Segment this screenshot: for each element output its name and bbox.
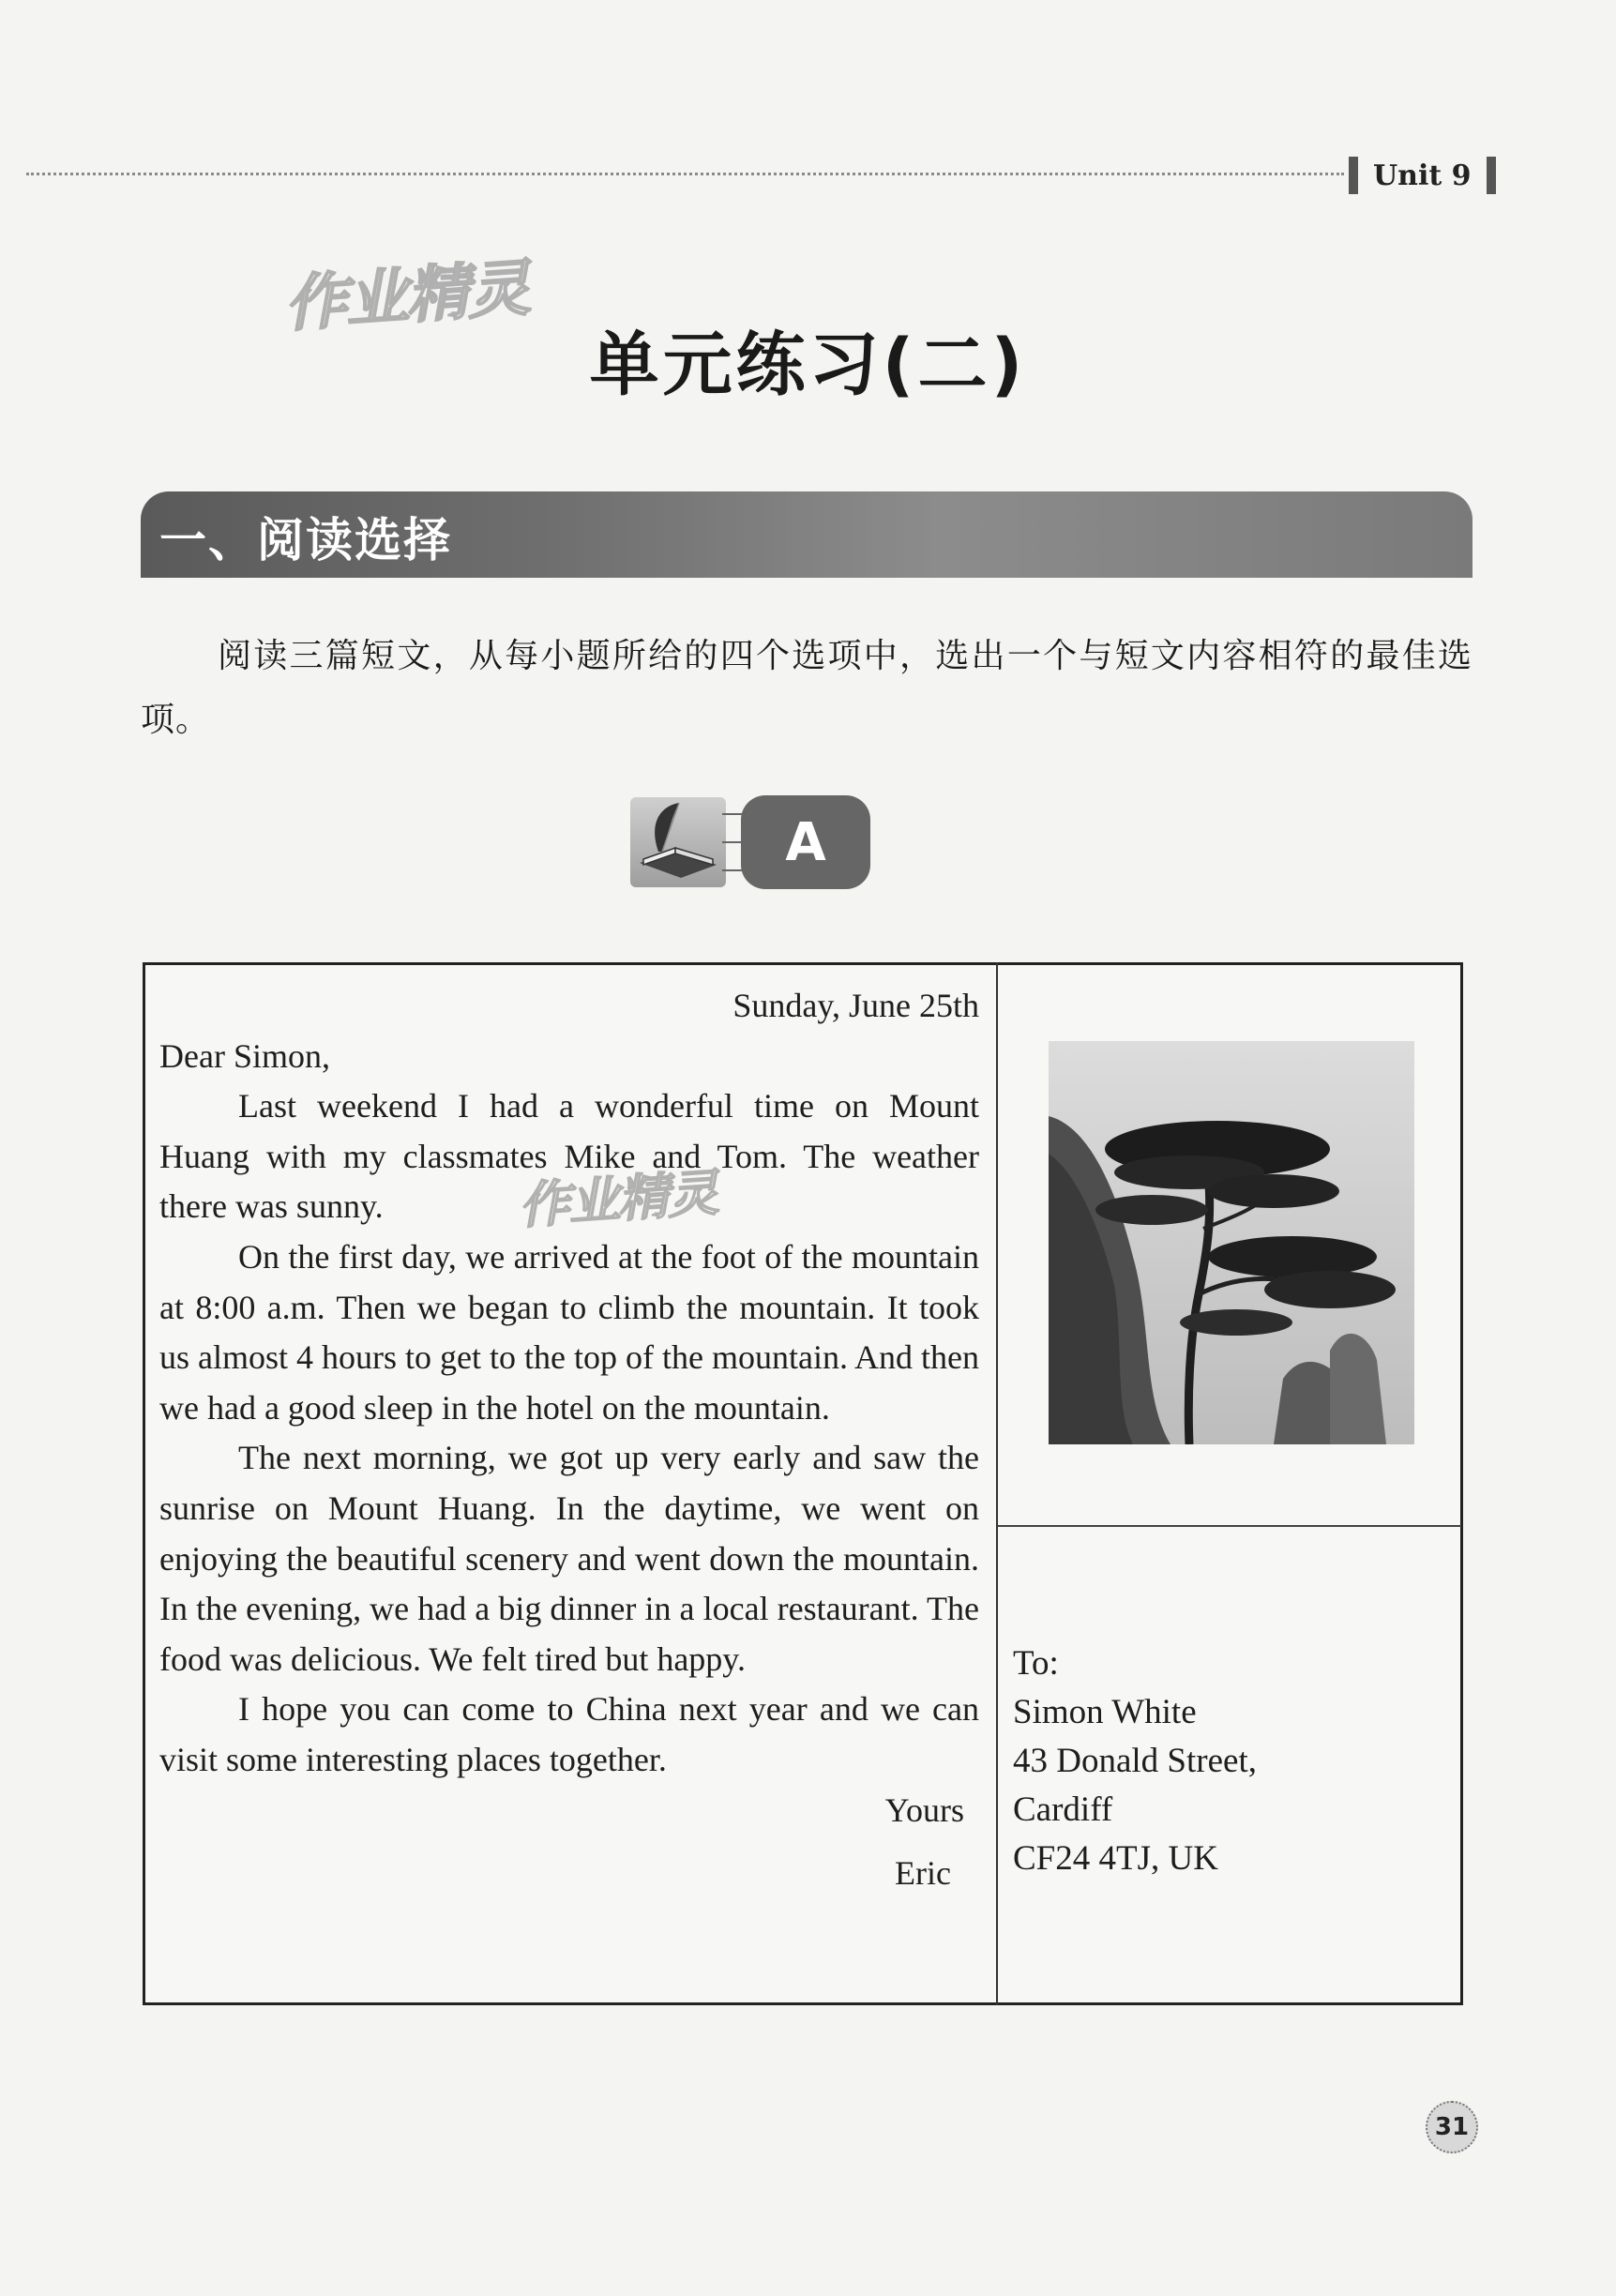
section-title: 一、阅读选择 xyxy=(159,513,452,567)
letter-paragraph: The next morning, we got up very early and saw the sunrise on Mount Huang. In the daytime, we went on enjoying the beautiful scenery and went down the mountain. In the evening, we had a big dinner in a local restaurant. The food was delicious. We felt tired but happy. xyxy=(159,1439,979,1678)
address-line: Simon White xyxy=(1013,1693,1197,1731)
unit-tag-right-bar xyxy=(1487,157,1496,194)
passage-label-badge: A xyxy=(741,795,870,889)
letter-paragraph: Last weekend I had a wonderful time on Mount Huang with my classmates Mike and Tom. The weather there was sunny. xyxy=(159,1087,979,1226)
book-quill-icon xyxy=(630,797,726,887)
letter-paragraph: On the first day, we arrived at the foot of the mountain at 8:00 a.m. Then we began to climb the mountain. It took us almost 4 hours to get to the top of the mountain. And then we had a good sleep in the hotel on the mountain. xyxy=(159,1237,979,1427)
letter-greeting: Dear Simon, xyxy=(159,1036,330,1075)
letter-body xyxy=(159,981,979,1899)
page-number: 31 xyxy=(1426,2101,1478,2153)
recipient-address xyxy=(1013,1639,1444,1883)
table-vertical-divider xyxy=(996,962,998,2005)
instructions-text: 阅读三篇短文，从每小题所给的四个选项中，选出一个与短文内容相符的最佳选项。 xyxy=(141,637,1473,739)
letter-closing: Yours xyxy=(884,1790,964,1829)
mount-huang-pine-photo xyxy=(1049,1041,1414,1444)
table-horizontal-divider xyxy=(998,1525,1461,1527)
letter-date: Sunday, June 25th xyxy=(732,987,979,1024)
watermark-logo: 作业精灵 xyxy=(518,1162,727,1236)
address-line: CF24 4TJ, UK xyxy=(1013,1839,1218,1878)
address-to-label: To: xyxy=(1013,1644,1059,1683)
unit-label: Unit 9 xyxy=(1373,159,1472,192)
letter-signature: Eric xyxy=(895,1854,951,1893)
page-title: 单元练习(二) xyxy=(589,325,1027,405)
unit-tag-left-bar xyxy=(1349,157,1358,194)
unit-tag xyxy=(1349,154,1496,197)
letter-paragraph: I hope you can come to China next year and we can visit some interesting places together. xyxy=(159,1690,979,1778)
header-dotted-rule xyxy=(26,173,1344,175)
watermark-logo: 作业精灵 xyxy=(283,251,540,340)
address-line: 43 Donald Street, xyxy=(1013,1742,1257,1780)
address-line: Cardiff xyxy=(1013,1790,1113,1829)
